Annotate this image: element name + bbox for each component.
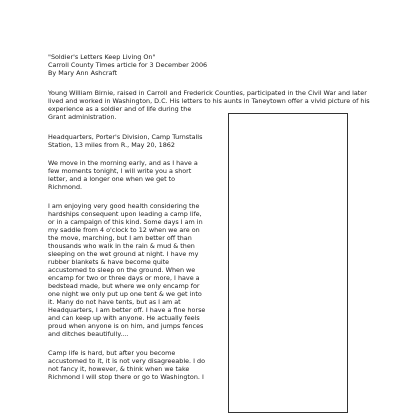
letter-paragraph-line: one night we only put up one tent & we get into [48, 290, 202, 298]
letter-paragraph-line: I am enjoying very good health considering the [48, 202, 200, 210]
letter-paragraph-line: hardships consequent upon leading a camp life, [48, 210, 202, 218]
letter-paragraph-line: and ditches beautifully.... [48, 330, 129, 338]
letter-paragraph-line: letter, and a longer one when we get to [48, 175, 176, 183]
letter-paragraph-line: and can keep up with anyone. He actually feels [48, 314, 200, 322]
intro-line: experience as a soldier and of life during the [48, 105, 192, 113]
letter-paragraph-line: it. Many do not have tents, but as I am at [48, 298, 181, 306]
article-author: By Mary Ann Ashcraft [48, 69, 118, 77]
letter-paragraph-line: thousands who walk in the rain & mud & then [48, 242, 195, 250]
letter-paragraph-line: Richmond. [48, 183, 83, 191]
letter-paragraph-line: rubber blankets & have become quite [48, 258, 170, 266]
letter-paragraph-line: bedstead made, but where we only encamp for [48, 282, 200, 290]
letter-paragraph-line: encamp for two or three days or more, I have a [48, 274, 200, 282]
letter-paragraph-line: not fancy it, however, & think when we take [48, 365, 190, 373]
letter-paragraph-line: proud when anyone is on him, and jumps fences [48, 322, 204, 330]
letter-paragraph-line: Headquarters, I am better off. I have a fine horse [48, 306, 206, 314]
letter-paragraph-line: Richmond I will stop there or go to Washington. I [48, 373, 204, 381]
letter-paragraph-line: accustomed to sleep on the ground. When we [48, 266, 196, 274]
photo-frame [228, 113, 348, 413]
article-source: Carroll County Times article for 3 December 2006 [48, 61, 208, 69]
letter-paragraph-line: the move, marching, but I am better off than [48, 234, 192, 242]
letter-paragraph-line: few moments tonight, I will write you a short [48, 167, 192, 175]
letter-paragraph-line: We move in the morning early, and as I have a [48, 159, 198, 167]
letter-paragraph-line: sleeping on the wet ground at night. I have my [48, 250, 199, 258]
letter-paragraph-line: my saddle from 4 o'clock to 12 when we are on [48, 226, 200, 234]
letter-paragraph-line: Camp life is hard, but after you become [48, 349, 176, 357]
article-title: "Soldier's Letters Keep Living On" [48, 53, 156, 61]
letter-paragraph-line: accustomed to it, it is not very disagreeable. I do [48, 357, 205, 365]
letter-dateline: Headquarters, Porter's Division, Camp Turnstalls [48, 133, 203, 141]
letter-paragraph-line: or in a campaign of this kind. Some days I am in [48, 218, 203, 226]
intro-line: Young William Birnie, raised in Carroll and Frederick Counties, participated in the Civil War and later [48, 89, 367, 97]
letter-dateline: Station, 13 miles from R., May 20, 1862 [48, 141, 175, 149]
intro-line: lived and worked in Washington, D.C. His letters to his aunts in Taneytown offer a vivid picture of his [48, 97, 370, 105]
intro-line: Grant administration. [48, 113, 117, 121]
